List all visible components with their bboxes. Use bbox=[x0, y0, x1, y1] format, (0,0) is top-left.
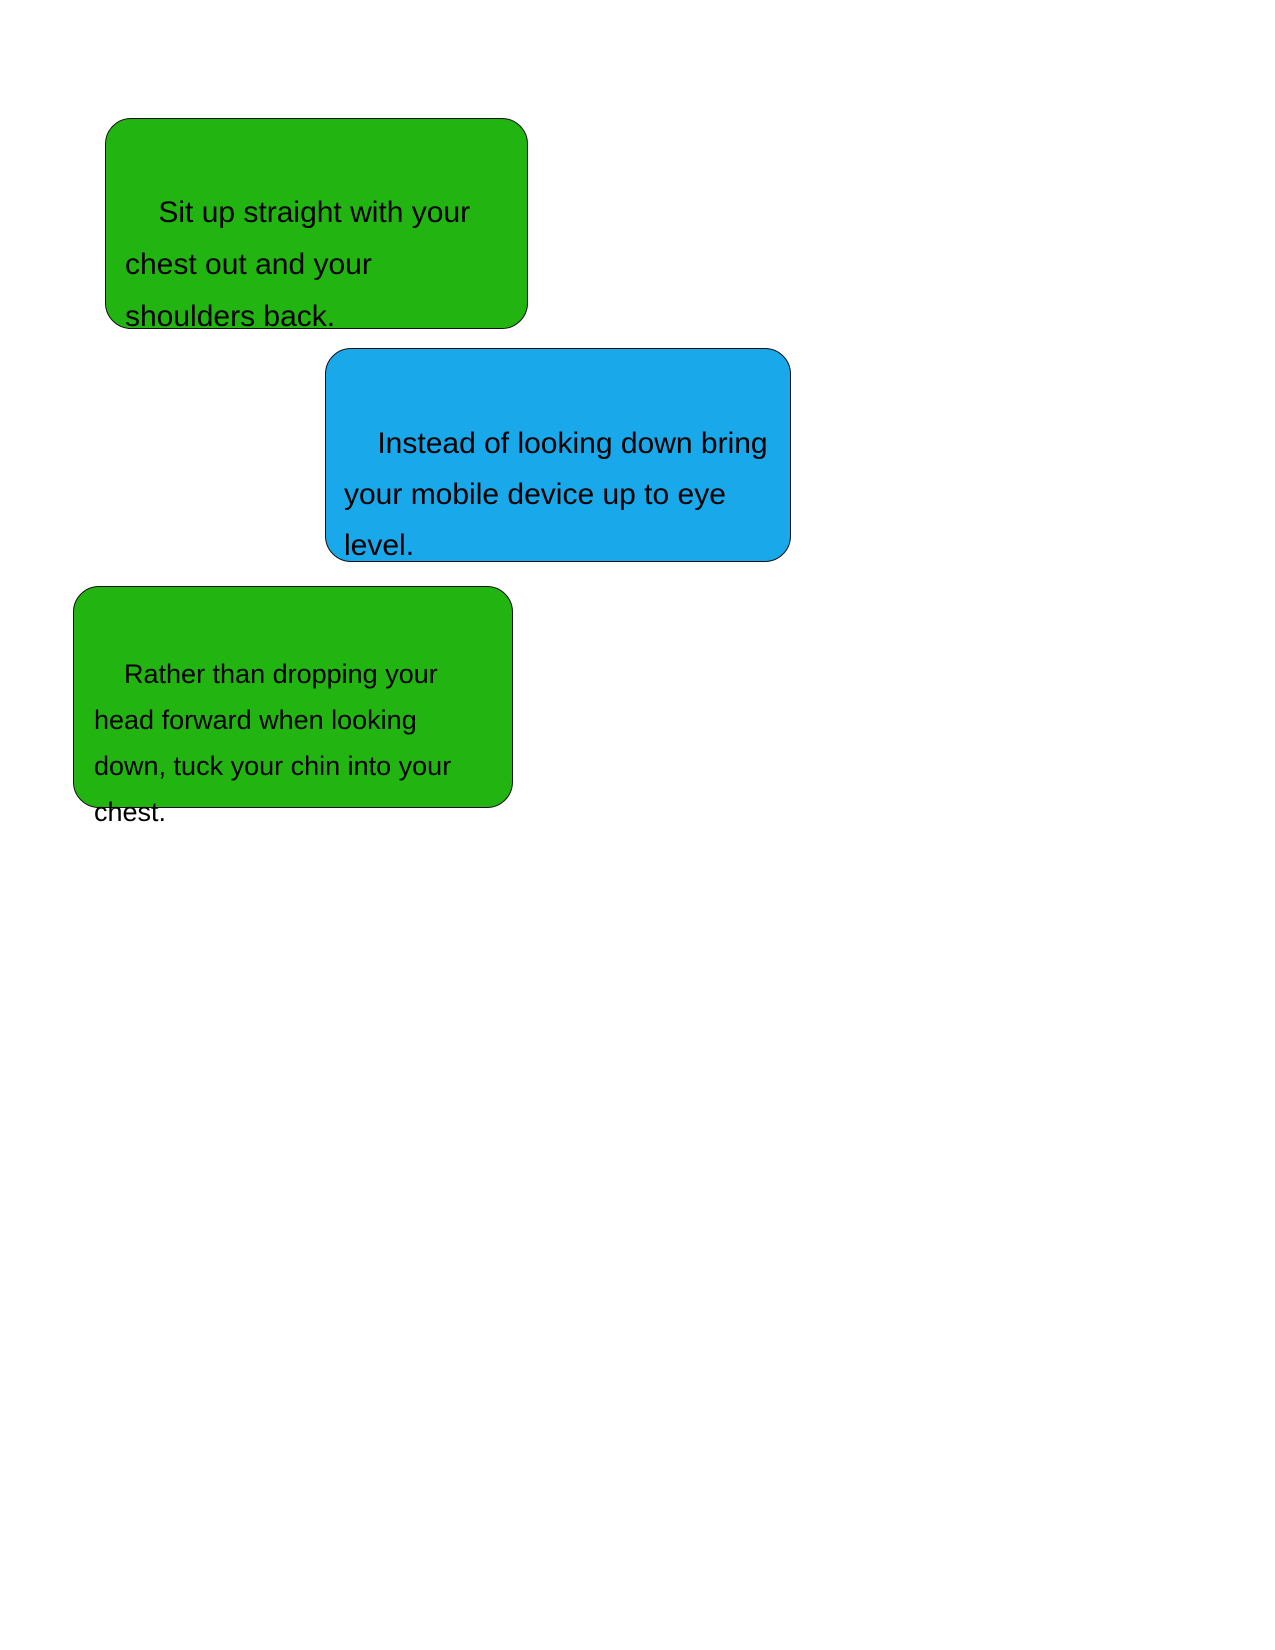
callout-box-eye-level bbox=[325, 348, 791, 562]
callout-text: Instead of looking down bring your mobile device up to eye level. bbox=[344, 427, 776, 562]
callout-box-chin-tuck bbox=[73, 586, 513, 827]
callout-text: Sit up straight with your chest out and your shoulders back. bbox=[125, 196, 479, 333]
callout-text: Rather than dropping your head forward when looking down, tuck your chin into your chest. bbox=[94, 659, 459, 827]
callout-box-posture bbox=[105, 118, 528, 333]
